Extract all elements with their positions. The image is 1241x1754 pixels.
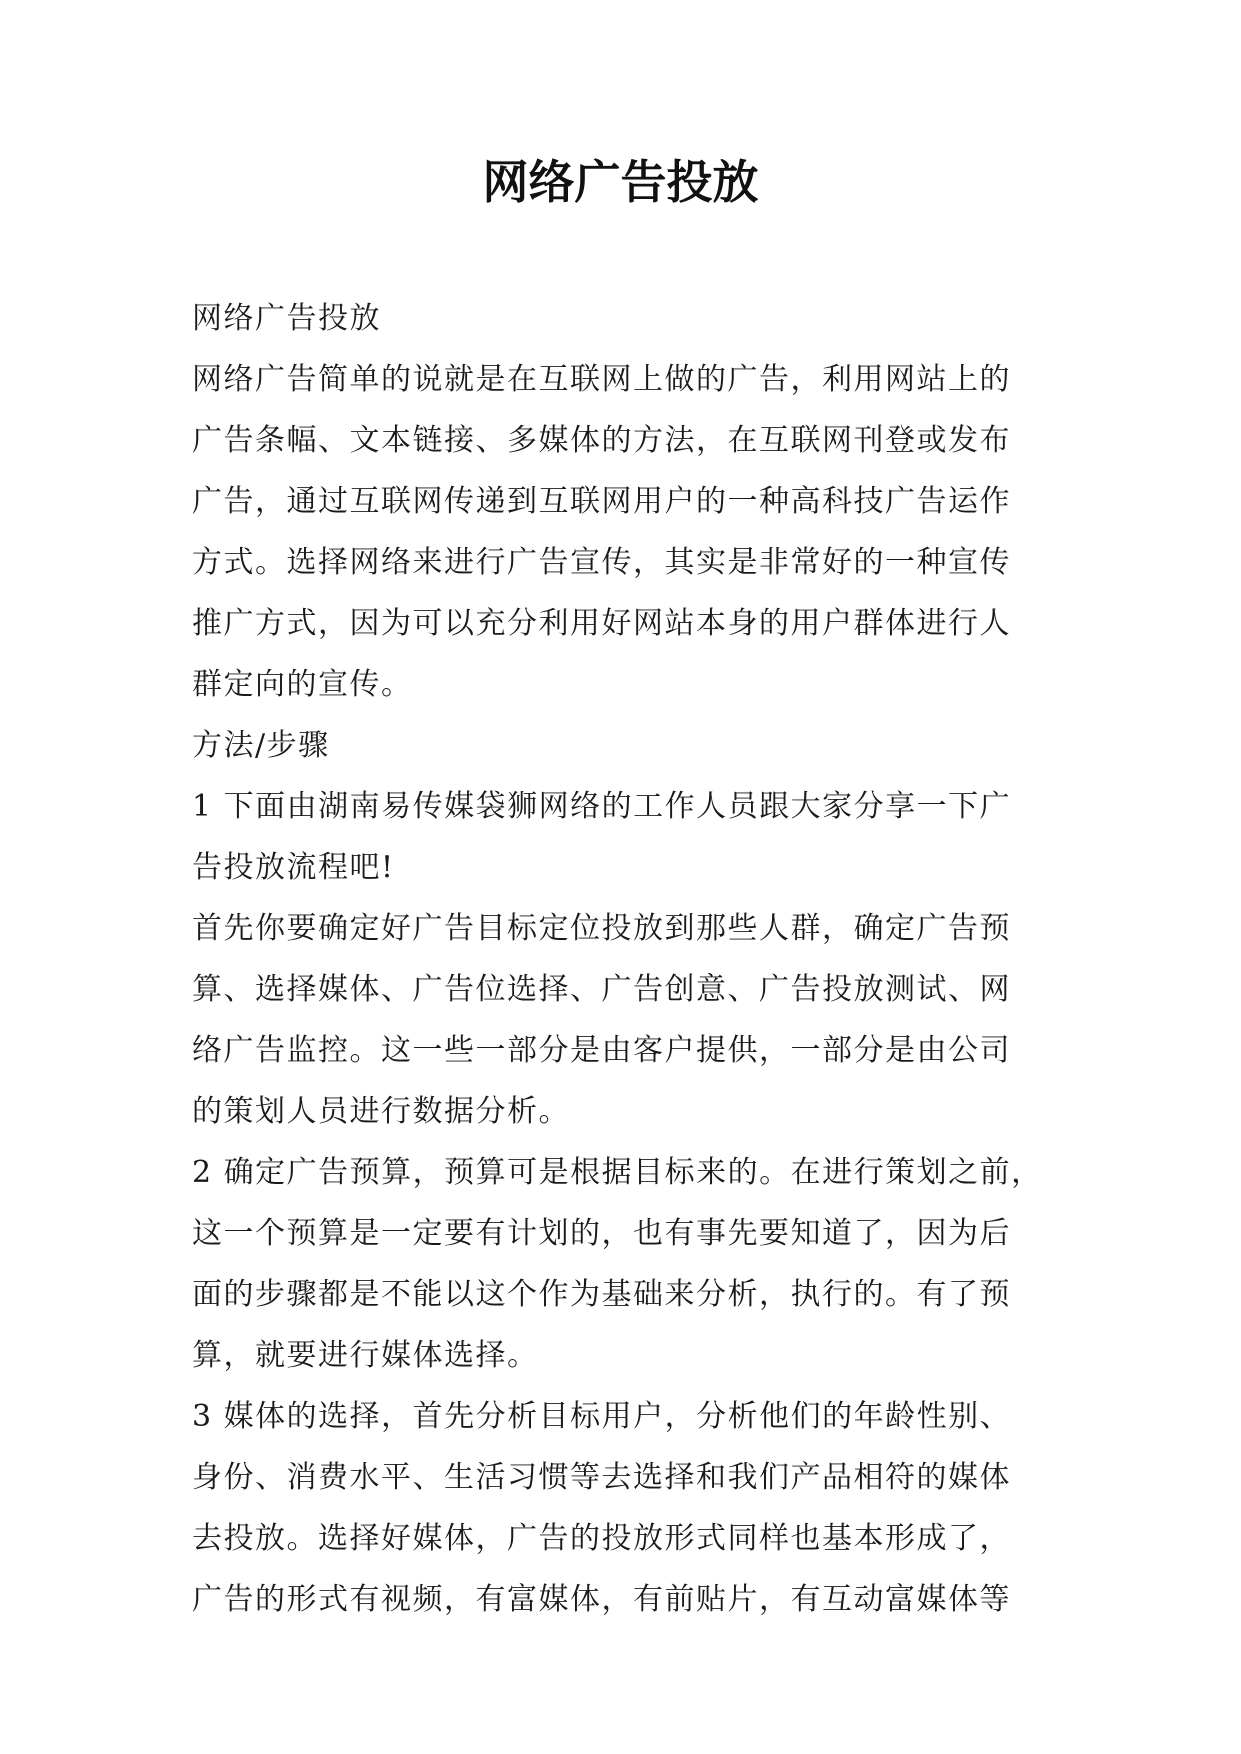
paragraph-line: 首先你要确定好广告目标定位投放到那些人群，确定广告预 xyxy=(192,911,1011,946)
paragraph-line: 络广告监控。这一些一部分是由客户提供，一部分是由公司 xyxy=(192,1033,1011,1068)
paragraph-line: 广告条幅、文本链接、多媒体的方法，在互联网刊登或发布 xyxy=(192,423,1011,458)
paragraph-line: 这一个预算是一定要有计划的，也有事先要知道了，因为后 xyxy=(192,1216,1011,1251)
section-heading: 方法/步骤 xyxy=(192,728,330,763)
paragraph-line: 算，就要进行媒体选择。 xyxy=(192,1338,539,1373)
paragraph-line: 2 确定广告预算，预算可是根据目标来的。在进行策划之前， xyxy=(192,1155,1043,1190)
paragraph-line: 算、选择媒体、广告位选择、广告创意、广告投放测试、网 xyxy=(192,972,1011,1007)
subtitle-line: 网络广告投放 xyxy=(192,301,381,336)
paragraph-line: 的策划人员进行数据分析。 xyxy=(192,1094,570,1129)
paragraph-line: 告投放流程吧! xyxy=(192,850,395,885)
paragraph-line: 身份、消费水平、生活习惯等去选择和我们产品相符的媒体 xyxy=(192,1460,1011,1495)
paragraph-line: 1 下面由湖南易传媒袋狮网络的工作人员跟大家分享一下广 xyxy=(192,789,1012,824)
paragraph-line: 群定向的宣传。 xyxy=(192,667,413,702)
paragraph-line: 3 媒体的选择，首先分析目标用户，分析他们的年龄性别、 xyxy=(192,1399,1012,1434)
paragraph-line: 广告，通过互联网传递到互联网用户的一种高科技广告运作 xyxy=(192,484,1011,519)
paragraph-line: 网络广告简单的说就是在互联网上做的广告，利用网站上的 xyxy=(192,362,1011,397)
paragraph-line: 推广方式，因为可以充分利用好网站本身的用户群体进行人 xyxy=(192,606,1011,641)
paragraph-line: 广告的形式有视频，有富媒体，有前贴片，有互动富媒体等 xyxy=(192,1582,1011,1617)
paragraph-line: 去投放。选择好媒体，广告的投放形式同样也基本形成了， xyxy=(192,1521,1011,1556)
document-title: 网络广告投放 xyxy=(482,155,759,209)
document-body xyxy=(192,288,1052,1630)
paragraph-line: 面的步骤都是不能以这个作为基础来分析，执行的。有了预 xyxy=(192,1277,1011,1312)
paragraph-line: 方式。选择网络来进行广告宣传，其实是非常好的一种宣传 xyxy=(192,545,1011,580)
